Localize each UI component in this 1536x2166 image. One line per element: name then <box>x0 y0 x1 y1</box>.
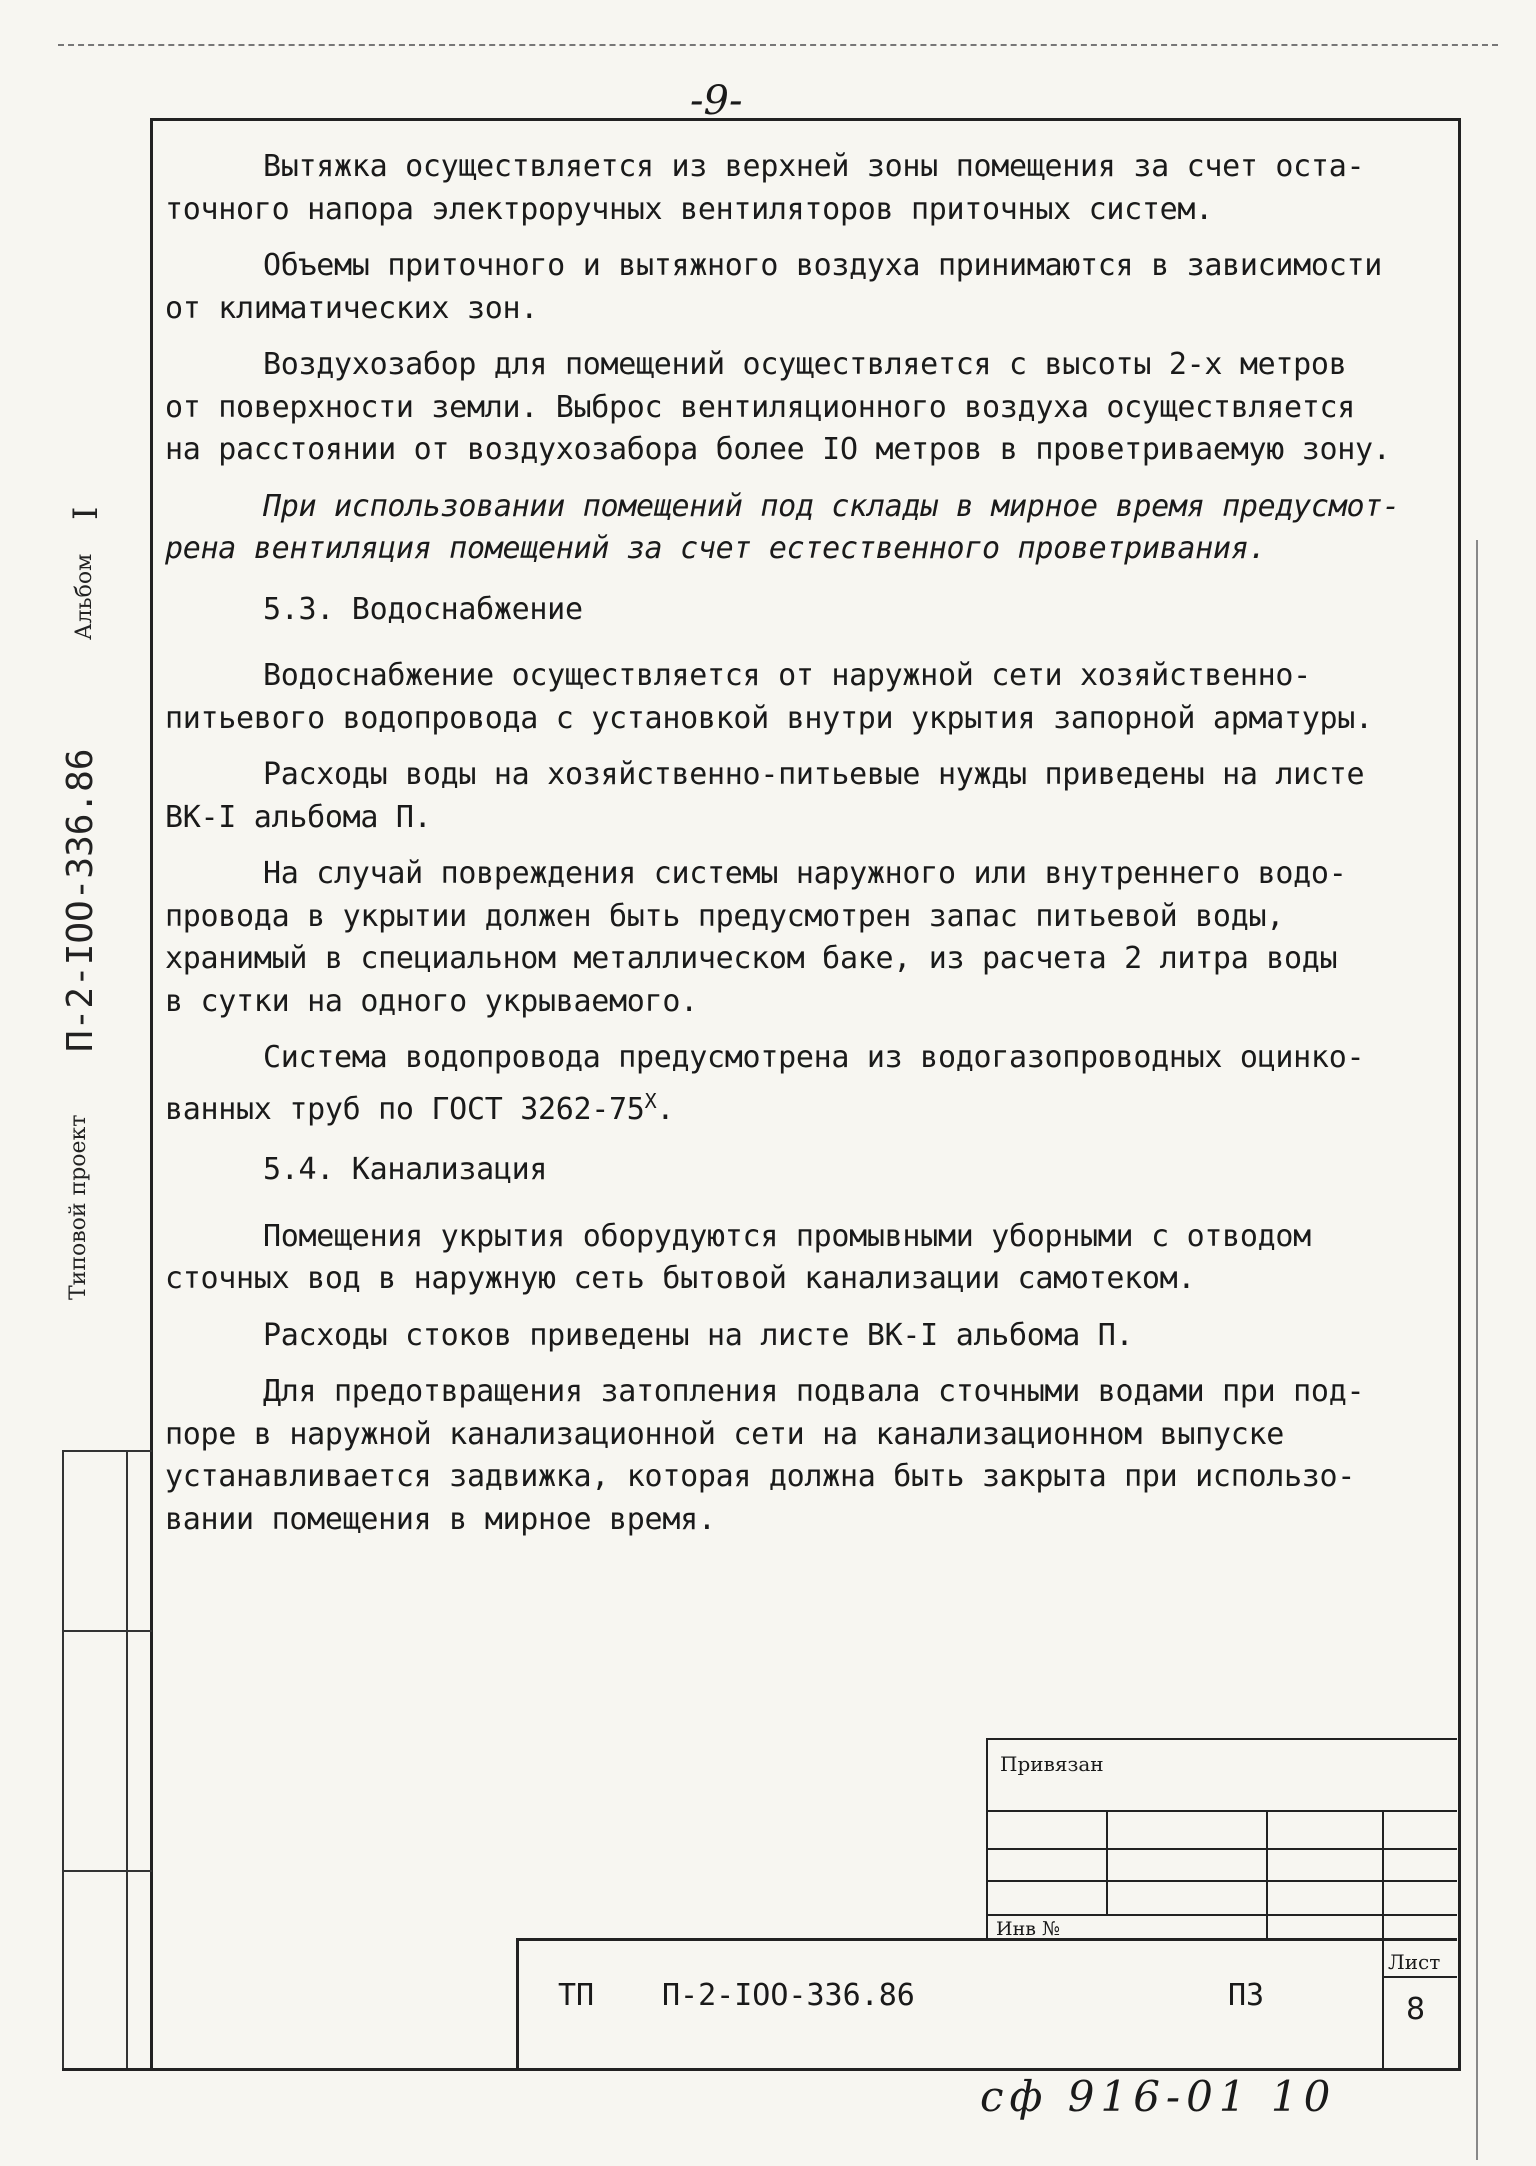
sheet-label: Лист <box>1388 1950 1441 1974</box>
privyazan-label: Привязан <box>1000 1752 1104 1776</box>
page-number: -9- <box>690 78 743 124</box>
paragraph-flooding: Для предотвращения затопления подвала сточными водами при под- поре в наружной канализационной сети на канализационном выпуске устанавливается задвижка, которая должна быть закрыта при использо- вании помещения в мирное время. <box>165 1374 1365 1537</box>
paragraph-air-intake: Воздухозабор для помещений осуществляется с высоты 2-х метров от поверхности земли. Выброс вентиляционного воздуха осуществляется на расстоянии от воздухозабора более IО метров в проветриваемую зону. <box>165 347 1391 467</box>
album-number: I <box>66 506 106 520</box>
project-code-vertical: П-2-IОО-336.86 <box>60 748 101 1052</box>
paragraph-water-supply: Водоснабжение осуществляется от наружной сети хозяйственно- питьевого водопровода с установкой внутри укрытия запорной арматуры. <box>165 658 1373 736</box>
pipes-text: Система водопровода предусмотрена из водогазопроводных оцинко- ванных труб по ГОСТ 3262-75 <box>165 1040 1365 1127</box>
paragraph-toilets: Помещения укрытия оборудуются промывными уборными с отводом сточных вод в наружную сеть бытовой канализации самотеком. <box>165 1218 1311 1296</box>
title-block <box>516 1738 1457 2068</box>
paragraph-drain-consumption: Расходы стоков приведены на листе ВК-I альбома П. <box>263 1317 1134 1353</box>
album-label: Альбом <box>72 553 97 640</box>
sheet-number: 8 <box>1406 1992 1426 2027</box>
document-type: ПЗ <box>1228 1978 1265 2013</box>
inventory-number-label: Инв № <box>996 1918 1060 1940</box>
paragraph-water-reserve: На случай повреждения системы наружного или внутреннего водо- провода в укрытии должен быть предусмотрен запас питьевой воды, хранимый в специальном металлическом баке, из расчета 2 литра воды в сутки на одного укрываемого. <box>165 856 1347 1019</box>
heading-water-supply: 5.3. Водоснабжение <box>263 591 583 627</box>
paragraph-volumes: Объемы приточного и вытяжного воздуха принимаются в зависимости от климатических зон. <box>165 248 1382 326</box>
tp-label: ТП <box>558 1978 595 2013</box>
pipes-tail: . <box>656 1091 675 1127</box>
margin-stamp-column <box>62 1450 128 2068</box>
pipes-sup: X <box>644 1088 657 1113</box>
paragraph-storage-ventilation: При использовании помещений под склады в мирное время предусмот- рена вентиляция помещений за счет естественного проветривания. <box>165 488 1400 566</box>
project-type-label: Типовой проект <box>66 1114 91 1300</box>
frame-bottom-line <box>62 2068 1458 2071</box>
title-block-code: П-2-IОО-336.86 <box>662 1978 915 2013</box>
paragraph-pipes <box>165 1037 1455 1131</box>
document-body <box>165 146 1455 1555</box>
top-edge-line <box>58 44 1498 46</box>
heading-sewerage: 5.4. Канализация <box>263 1152 548 1187</box>
handwritten-note: сф 916-01 10 <box>980 2072 1337 2121</box>
paragraph-water-consumption: Расходы воды на хозяйственно-питьевые нужды приведены на листе ВК-I альбома П. <box>165 757 1365 835</box>
paragraph-exhaust: Вытяжка осуществляется из верхней зоны помещения за счет оста- точного напора электроручных вентиляторов приточных систем. <box>165 149 1365 227</box>
right-margin-line <box>1476 540 1478 2160</box>
